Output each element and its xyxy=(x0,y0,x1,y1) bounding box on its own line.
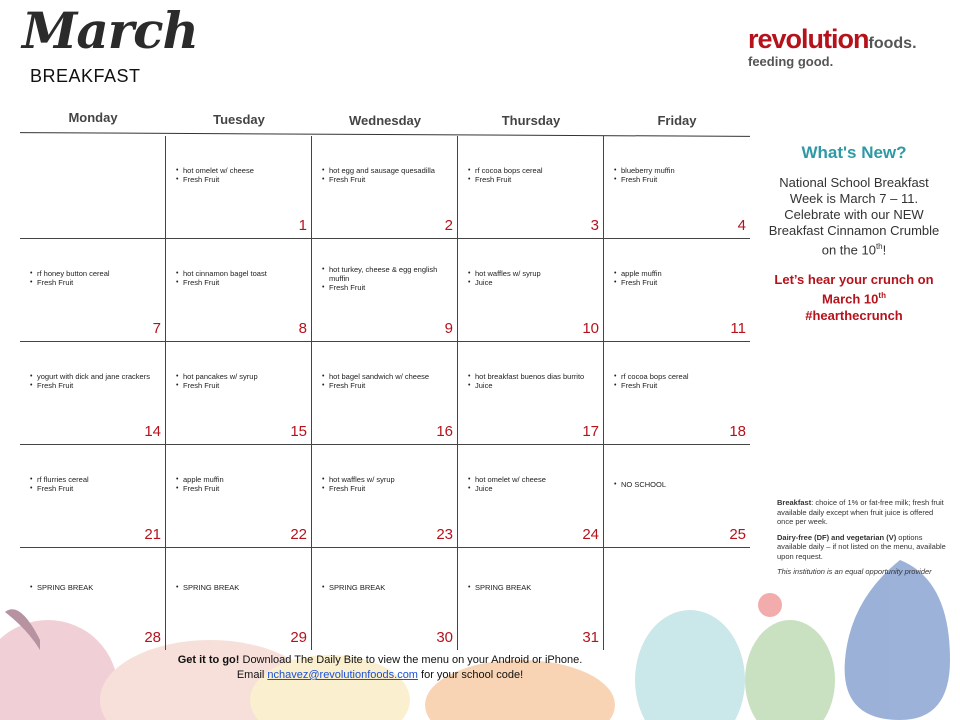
meal-subtitle: BREAKFAST xyxy=(30,66,141,86)
menu-item: • Fresh Fruit xyxy=(329,484,449,493)
day-cell xyxy=(604,445,750,547)
menu-items xyxy=(322,136,449,214)
day-cell xyxy=(166,136,312,238)
day-number: 30 xyxy=(436,629,453,646)
menu-items xyxy=(322,342,449,420)
day-cell xyxy=(312,342,458,444)
day-number: 29 xyxy=(290,629,307,646)
menu-calendar xyxy=(20,106,750,646)
menu-item: • Fresh Fruit xyxy=(621,175,742,184)
hashtag: #hearthecrunch xyxy=(805,307,903,323)
day-cell xyxy=(604,239,750,341)
menu-item: • hot breakfast buenos dias burrito xyxy=(475,372,595,381)
menu-items xyxy=(468,136,595,214)
dietary-note: Dairy-free (DF) and vegetarian (V) options available daily – if not listed on the menu, available upon request. xyxy=(777,532,946,561)
day-number: 16 xyxy=(436,423,453,440)
day-cell xyxy=(166,342,312,444)
day-number: 3 xyxy=(590,217,599,234)
day-cell xyxy=(604,136,750,238)
logo-name: revolution xyxy=(748,24,869,54)
pear-shape xyxy=(845,560,950,720)
day-cell xyxy=(312,548,458,650)
day-number: 15 xyxy=(290,423,307,440)
menu-item: • Fresh Fruit xyxy=(475,175,595,184)
menu-item: • hot omelet w/ cheese xyxy=(475,475,595,484)
day-number: 21 xyxy=(144,526,161,543)
day-cell xyxy=(20,445,166,547)
menu-item: • Fresh Fruit xyxy=(329,283,449,292)
menu-item: • Juice xyxy=(475,381,595,390)
day-cell xyxy=(20,342,166,444)
footer-lead: Get it to go! xyxy=(177,654,240,666)
footer-note: Get it to go! Download The Daily Bite to view the menu on your Android or iPhone. Email nchavez@revolutionfoods.com for your school code! xyxy=(177,654,583,681)
pepper-red-shape xyxy=(758,593,782,617)
menu-item: • blueberry muffin xyxy=(621,166,742,175)
nutrition-notes xyxy=(777,498,947,583)
day-cell xyxy=(166,445,312,547)
menu-item: • rf honey button cereal xyxy=(37,269,157,278)
month-title: March xyxy=(22,1,198,60)
menu-item: • SPRING BREAK xyxy=(183,583,303,592)
menu-item: • hot pancakes w/ syrup xyxy=(183,372,303,381)
weekday-wednesday: Wednesday xyxy=(348,113,421,128)
menu-item: • Fresh Fruit xyxy=(37,278,157,287)
menu-items xyxy=(468,342,595,420)
menu-item: • hot egg and sausage quesadilla xyxy=(329,166,449,175)
day-number: 22 xyxy=(290,526,307,543)
menu-item: • Juice xyxy=(475,278,595,287)
menu-item: • rf cocoa bops cereal xyxy=(621,372,742,381)
menu-item: • SPRING BREAK xyxy=(329,583,449,592)
day-number: 17 xyxy=(582,423,599,440)
week-row xyxy=(20,239,750,342)
menu-item: • Fresh Fruit xyxy=(183,278,303,287)
day-cell xyxy=(604,548,750,650)
day-number: 7 xyxy=(152,320,161,337)
day-cell xyxy=(312,136,458,238)
menu-item: • Fresh Fruit xyxy=(183,484,303,493)
day-number: 9 xyxy=(444,320,453,337)
menu-items xyxy=(322,548,449,626)
menu-items xyxy=(322,239,449,317)
day-number: 14 xyxy=(144,423,161,440)
menu-items xyxy=(176,239,303,317)
menu-items xyxy=(176,548,303,626)
menu-items xyxy=(614,239,742,317)
weekday-header xyxy=(20,106,750,136)
day-number: 24 xyxy=(582,526,599,543)
menu-items xyxy=(614,136,742,214)
menu-item: • hot turkey, cheese & egg english muffin xyxy=(329,265,449,283)
menu-item: • Fresh Fruit xyxy=(37,484,157,493)
day-cell xyxy=(604,342,750,444)
menu-item: • Fresh Fruit xyxy=(621,278,742,287)
week-row xyxy=(20,342,750,445)
menu-item: • Fresh Fruit xyxy=(329,381,449,390)
day-cell xyxy=(20,239,166,341)
day-number: 25 xyxy=(729,526,746,543)
day-cell xyxy=(458,342,604,444)
day-cell xyxy=(166,548,312,650)
menu-item: • rf cocoa bops cereal xyxy=(475,166,595,175)
equal-opportunity-note: This institution is an equal opportunity provider xyxy=(777,567,932,576)
menu-items xyxy=(614,342,742,420)
menu-items xyxy=(614,445,742,523)
menu-item: • apple muffin xyxy=(183,475,303,484)
breakfast-note: Breakfast: choice of 1% or fat-free milk; fresh fruit available daily except when fruit juice is offered once per week. xyxy=(777,498,944,526)
day-cell xyxy=(312,445,458,547)
week-row xyxy=(20,548,750,650)
day-number: 4 xyxy=(737,217,746,234)
day-number: 28 xyxy=(144,629,161,646)
day-cell xyxy=(312,239,458,341)
week-row xyxy=(20,136,750,239)
whats-new-panel xyxy=(768,143,940,324)
day-number: 11 xyxy=(730,320,746,337)
day-number: 18 xyxy=(729,423,746,440)
day-cell xyxy=(458,136,604,238)
menu-item: • rf flurries cereal xyxy=(37,475,157,484)
menu-items xyxy=(176,136,303,214)
menu-item: • NO SCHOOL xyxy=(621,480,742,489)
calendar-grid xyxy=(20,136,750,650)
menu-item: • yogurt with dick and jane crackers xyxy=(37,372,157,381)
menu-item: • hot bagel sandwich w/ cheese xyxy=(329,372,449,381)
weekday-tuesday: Tuesday xyxy=(213,112,265,127)
pepper-shape xyxy=(745,620,835,720)
day-cell xyxy=(458,548,604,650)
menu-items xyxy=(30,239,157,317)
menu-item: • Fresh Fruit xyxy=(621,381,742,390)
day-number: 31 xyxy=(582,629,599,646)
crunch-callout: Let’s hear your crunch on March 10th #hearthecrunch xyxy=(774,272,934,323)
menu-items xyxy=(30,342,157,420)
day-number: 10 xyxy=(582,320,599,337)
day-cell xyxy=(20,548,166,650)
day-cell xyxy=(20,136,166,238)
menu-items xyxy=(468,548,595,626)
menu-item: • hot cinnamon bagel toast xyxy=(183,269,303,278)
logo-suffix: foods. xyxy=(868,35,917,52)
day-cell xyxy=(166,239,312,341)
menu-item: • apple muffin xyxy=(621,269,742,278)
day-number: 1 xyxy=(298,217,307,234)
whats-new-heading: What's New? xyxy=(801,143,907,162)
announcement-text: National School Breakfast Week is March 7 – 11. Celebrate with our NEW Breakfast Cinnamon Crumble on the 10th! xyxy=(768,175,940,258)
menu-item: • Fresh Fruit xyxy=(37,381,157,390)
weekday-monday: Monday xyxy=(68,110,118,125)
menu-items xyxy=(322,445,449,523)
menu-item: • Fresh Fruit xyxy=(329,175,449,184)
email-link[interactable]: nchavez@revolutionfoods.com xyxy=(267,669,418,681)
day-number: 8 xyxy=(298,320,307,337)
menu-items xyxy=(30,548,157,626)
week-row xyxy=(20,445,750,548)
weekday-thursday: Thursday xyxy=(501,113,561,128)
menu-item: • hot waffles w/ syrup xyxy=(329,475,449,484)
day-cell xyxy=(458,239,604,341)
weekday-friday: Friday xyxy=(657,113,697,128)
day-number: 23 xyxy=(436,526,453,543)
menu-item: • Fresh Fruit xyxy=(183,175,303,184)
menu-item: • SPRING BREAK xyxy=(37,583,157,592)
menu-item: • hot waffles w/ syrup xyxy=(475,269,595,278)
menu-items xyxy=(468,239,595,317)
menu-item: • hot omelet w/ cheese xyxy=(183,166,303,175)
menu-item: • Fresh Fruit xyxy=(183,381,303,390)
menu-item: • Juice xyxy=(475,484,595,493)
menu-items xyxy=(176,342,303,420)
logo-tagline: feeding good. xyxy=(748,54,834,69)
menu-items xyxy=(30,445,157,523)
day-cell xyxy=(458,445,604,547)
menu-items xyxy=(468,445,595,523)
day-number: 2 xyxy=(444,217,453,234)
menu-items xyxy=(176,445,303,523)
menu-item: • SPRING BREAK xyxy=(475,583,595,592)
revolution-foods-logo xyxy=(748,26,938,69)
